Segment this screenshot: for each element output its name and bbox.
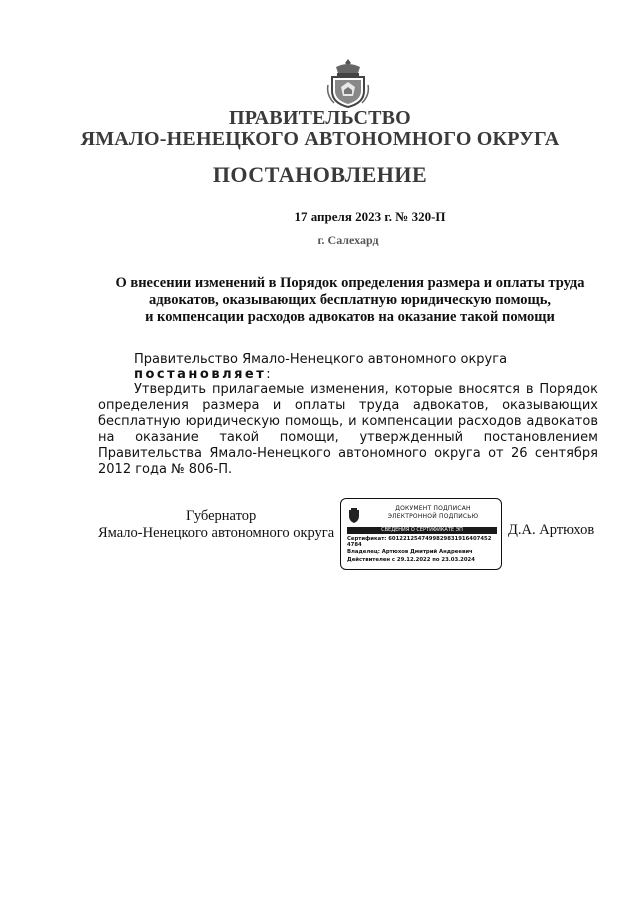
- date-and-number: 17 апреля 2023 г. № 320-П: [294, 209, 446, 224]
- stamp-certificate-bar: СВЕДЕНИЯ О СЕРТИФИКАТЕ ЭП: [347, 527, 497, 534]
- stamp-validity: Действителен с 29.12.2022 по 23.03.2024: [347, 557, 475, 563]
- stamp-emblem-icon: [348, 507, 360, 523]
- preamble-text: Правительство Ямало-Ненецкого автономного округа: [134, 352, 508, 367]
- stamp-certificate-cont: 4784: [347, 542, 362, 548]
- subject-line-2: адвокатов, оказывающих бесплатную юридическую помощь,: [148, 292, 552, 308]
- okrug-title: ЯМАЛО-НЕНЕЦКОГО АВТОНОМНОГО ОКРУГА: [80, 128, 560, 150]
- document-subject: [100, 275, 600, 326]
- coat-of-arms-emblem: [326, 57, 370, 109]
- preamble: [134, 352, 604, 382]
- signer-okrug: Ямало-Ненецкого автономного округа: [98, 525, 335, 541]
- signer-title: Губернатор: [186, 508, 257, 524]
- stamp-owner: Владелец: Артюхов Дмитрий Андреевич: [347, 549, 473, 555]
- document-type-title: ПОСТАНОВЛЕНИЕ: [212, 162, 428, 187]
- subject-line-1: О внесении изменений в Порядок определения размера и оплаты труда: [115, 275, 585, 291]
- city: г. Салехард: [317, 233, 379, 247]
- preamble-colon: :: [266, 367, 271, 382]
- resolution-paragraph: Утвердить прилагаемые изменения, которые вносятся в Порядок определения размера и оплаты труда адвокатов, оказывающих бесплатную юридическую помощь, и компенсации расходов адвокатов на оказание такой помощи, утвержденный постановлением Правительства Ямало-Ненецкого автономного округа от 26 сентября 2012 года № 806-П.: [98, 382, 598, 477]
- stamp-header: [369, 505, 497, 521]
- electronic-signature-stamp: [340, 498, 502, 570]
- subject-line-3: и компенсации расходов адвокатов на оказание такой помощи: [145, 309, 555, 325]
- preamble-keyword: постановляет: [134, 367, 267, 382]
- stamp-certificate: Сертификат: 6012212547499829831916407452: [347, 536, 492, 542]
- stamp-header-line-2: ЭЛЕКТРОННОЙ ПОДПИСЬЮ: [387, 513, 479, 520]
- signer-name: Д.А. Артюхов: [508, 522, 595, 538]
- government-title: ПРАВИТЕЛЬСТВО: [229, 107, 411, 129]
- stamp-header-line-1: ДОКУМЕНТ ПОДПИСАН: [395, 505, 471, 512]
